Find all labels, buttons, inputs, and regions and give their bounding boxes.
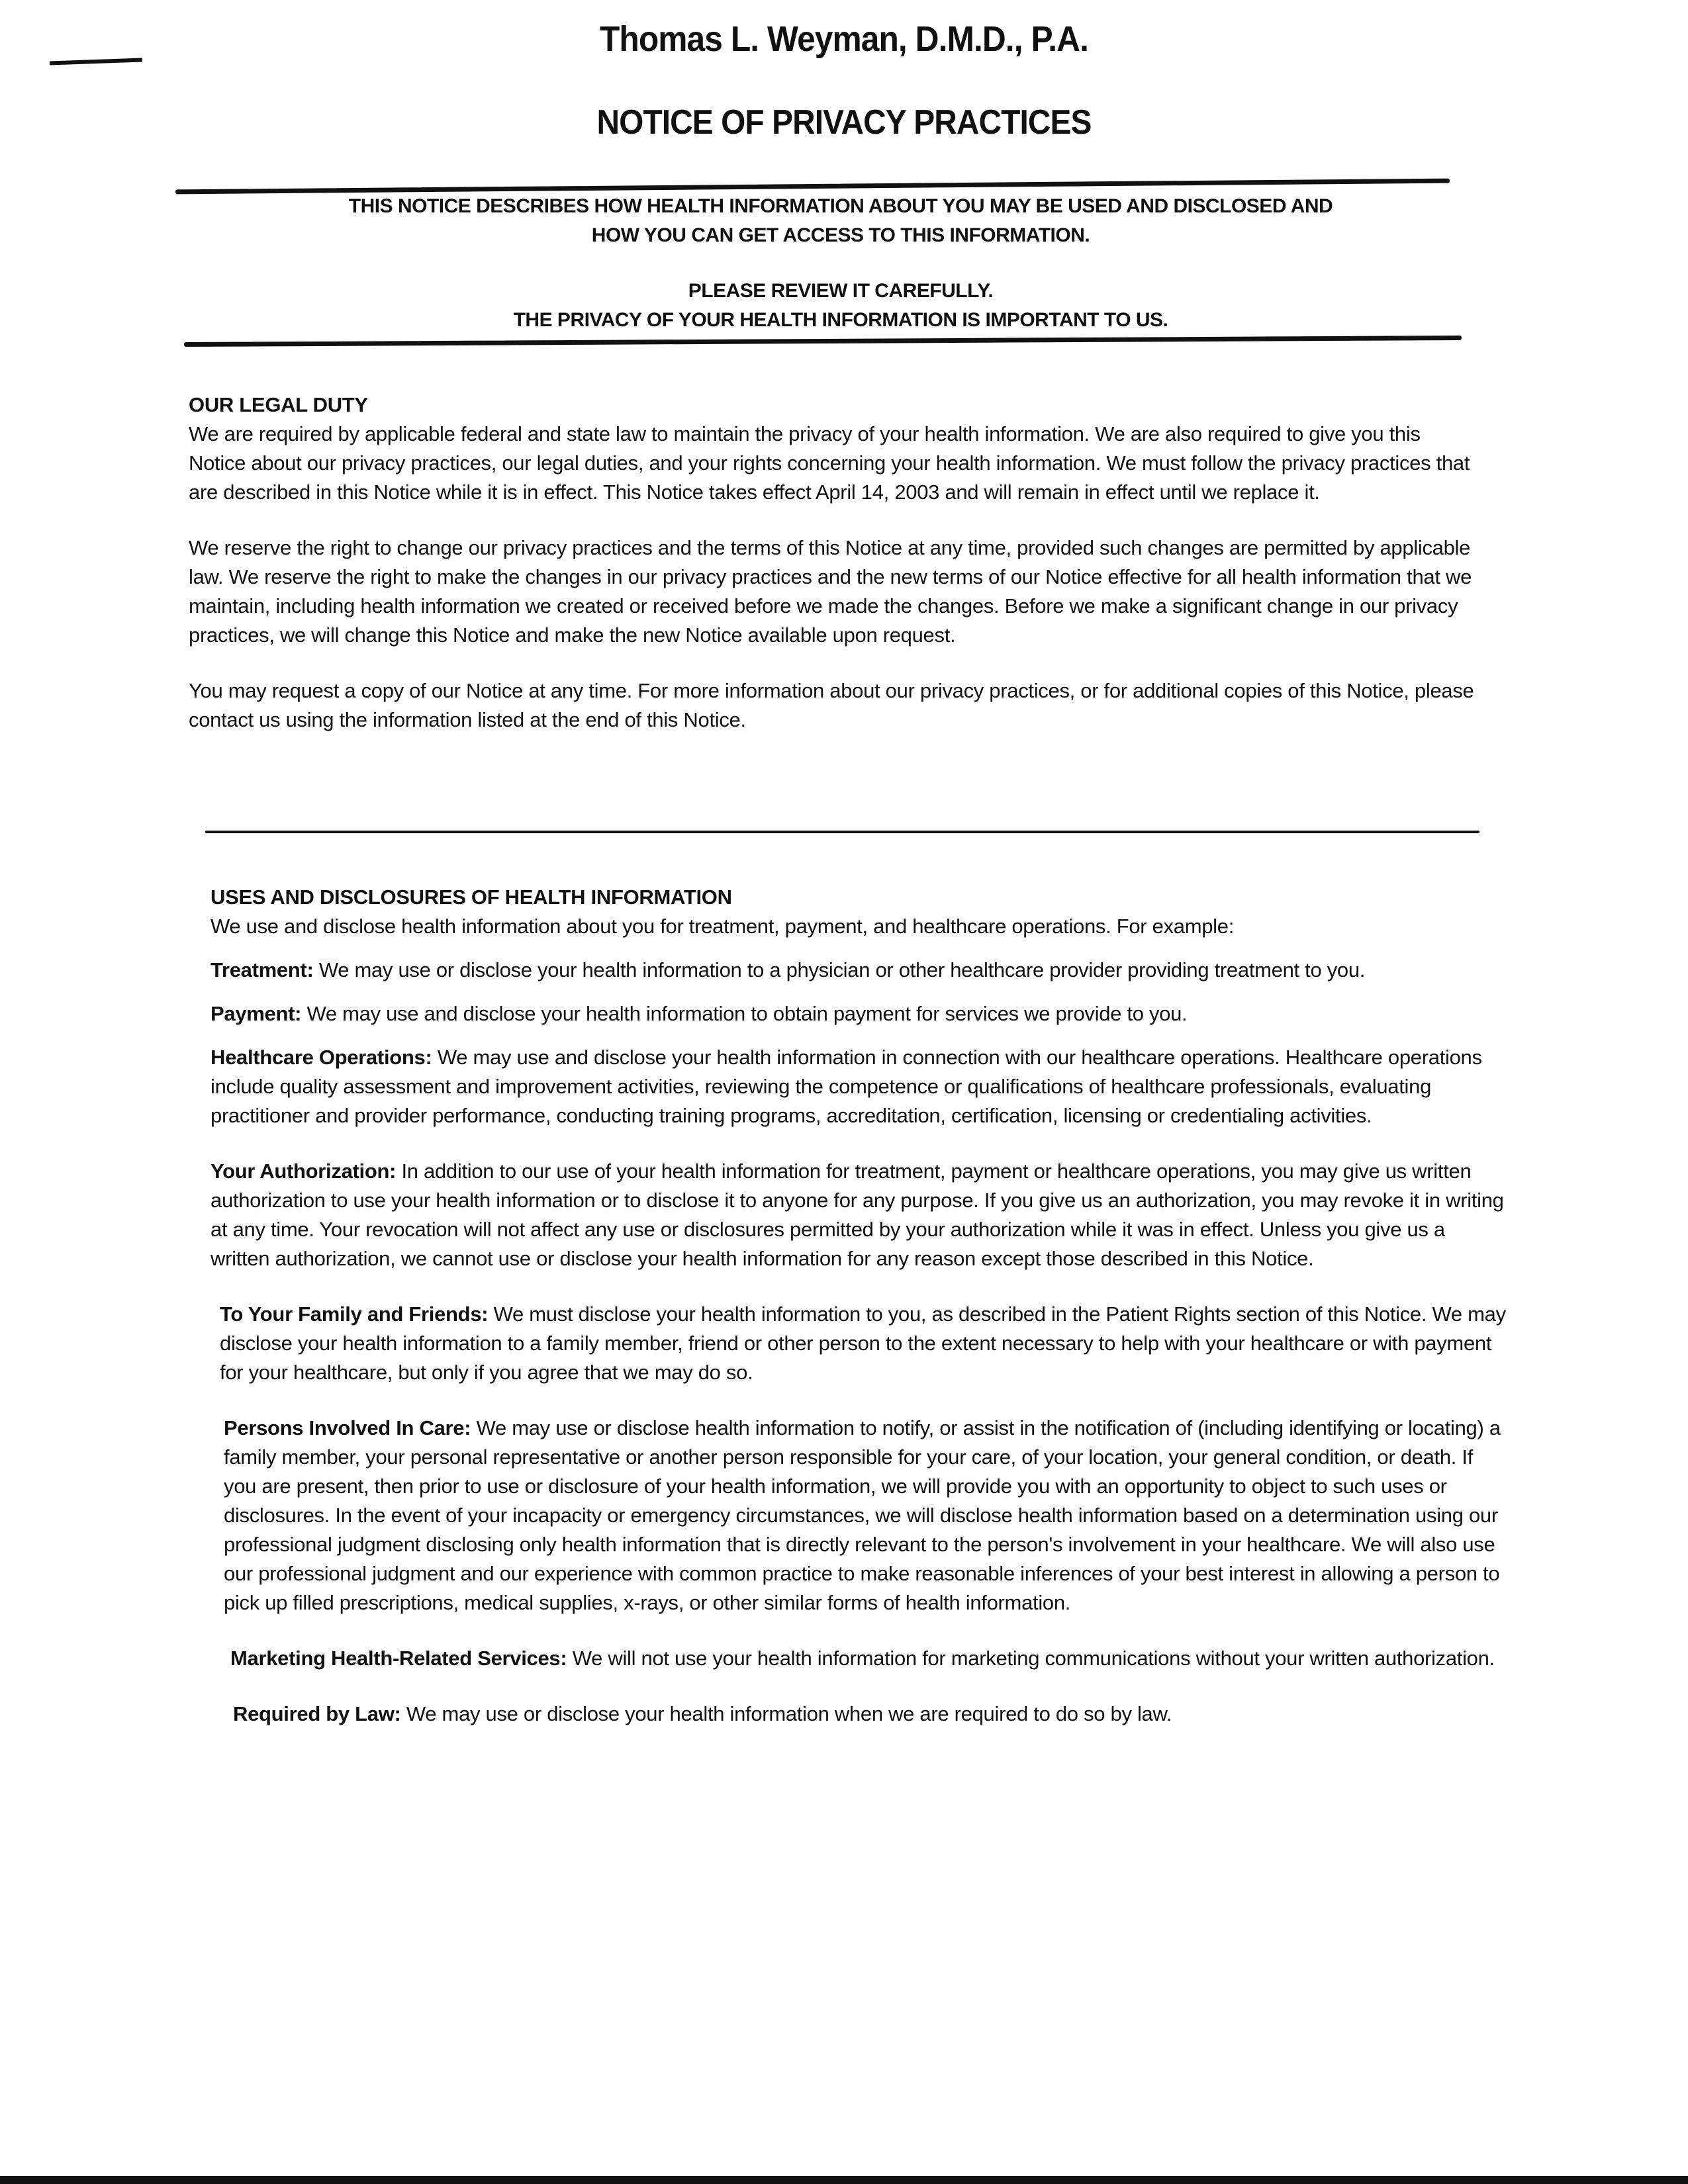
use-item-text: We may use and disclose your health information to obtain payment for services we provide to you. [306, 1002, 1188, 1025]
legal-duty-paragraph: You may request a copy of our Notice at any time. For more information about our privacy practices, or for additional copies of this Notice, please contact us using the information listed at the end of this Notice. [189, 679, 1474, 731]
use-item-label: Your Authorization: [211, 1160, 397, 1183]
divider-middle [205, 831, 1479, 833]
legal-duty-section [189, 390, 1476, 761]
use-item-marketing [211, 1644, 1508, 1673]
document-title: NOTICE OF PRIVACY PRACTICES [596, 103, 1092, 142]
scan-bottom-edge [0, 2176, 1688, 2184]
use-item-label: Marketing Health-Related Services: [230, 1647, 567, 1670]
use-item-label: Required by Law: [233, 1702, 401, 1725]
uses-heading: USES AND DISCLOSURES OF HEALTH INFORMATION [211, 886, 732, 909]
use-item-healthcare-operations [211, 1043, 1508, 1130]
use-item-label: Treatment: [211, 958, 314, 981]
use-item-payment [211, 999, 1508, 1028]
use-item-text: We must disclose your health information to you, as described in the Patient Rights section of this Notice. We may disclose your health information to a family member, friend or other person to the extent necessary to help with your healthcare or with payment for your healthcare, but only if you agree that we may do so. [220, 1302, 1506, 1384]
use-item-text: We may use and disclose your health information in connection with our healthcare operations. Healthcare operations include quality assessment and improvement activities, reviewing the competence or qualifications of healthcare professionals, evaluating practitioner and provider performance, conducting training programs, accreditation, certification, licensing or credentialing activities. [211, 1046, 1482, 1127]
use-item-authorization [211, 1157, 1508, 1273]
divider-banner-bottom [184, 336, 1462, 347]
legal-duty-paragraph: We are required by applicable federal and state law to maintain the privacy of your health information. We are also required to give you this Notice about our privacy practices, our legal duties, and your rights concerning your health information. We must follow the privacy practices that are described in this Notice while it is in effect. This Notice takes effect April 14, 2003 and will remain in effect until we replace it. [189, 422, 1470, 504]
banner-line-1: THIS NOTICE DESCRIBES HOW HEALTH INFORMATION ABOUT YOU MAY BE USED AND DISCLOSED AND [348, 195, 1333, 217]
use-item-label: Persons Involved In Care: [224, 1416, 471, 1439]
use-item-family-friends [211, 1300, 1508, 1387]
banner-line-2: HOW YOU CAN GET ACCESS TO THIS INFORMATION. [591, 224, 1090, 246]
use-item-label: Healthcare Operations: [211, 1046, 432, 1069]
use-item-persons-involved [211, 1414, 1508, 1617]
banner-line-4: THE PRIVACY OF YOUR HEALTH INFORMATION IS IMPORTANT TO US. [513, 309, 1168, 331]
use-item-text: In addition to our use of your health information for treatment, payment or healthcare operations, you may give us written authorization to use your health information or to disclose it to anyone for any purpose. If you give us an authorization, you may revoke it in writing at any time. Your revocation will not affect any use or disclosures permitted by your authorization while it was in effect. Unless you give us a written authorization, we cannot use or disclose your health information for any reason except those described in this Notice. [211, 1160, 1504, 1270]
use-item-text: We may use or disclose health information to notify, or assist in the notification of (including identifying or locating) a family member, your personal representative or another person responsible for your care, of your location, your general condition, or death. If you are present, then prior to use or disclosure of your health information, we will provide you with an opportunity to object to such uses or disclosures. In the event of your incapacity or emergency circumstances, we will disclose health information based on a determination using our professional judgment disclosing only health information that is directly relevant to the person's involvement in your healthcare. We will also use our professional judgment and our experience with common practice to make reasonable inferences of your best interest in allowing a person to pick up filled prescriptions, medical supplies, x-rays, or other similar forms of health information. [224, 1416, 1501, 1614]
use-item-text: We may use or disclose your health information when we are required to do so by law. [406, 1702, 1172, 1725]
use-item-label: Payment: [211, 1002, 302, 1025]
use-item-required-by-law [211, 1700, 1508, 1729]
practice-name: Thomas L. Weyman, D.M.D., P.A. [599, 19, 1089, 59]
legal-duty-paragraph: We reserve the right to change our privacy practices and the terms of this Notice at any time, provided such changes are permitted by applicable law. We reserve the right to make the changes in our privacy practices and the new terms of our Notice effective for all health information that we maintain, including health information we created or received before we made the changes. Before we make a significant change in our privacy practices, we will change this Notice and make the new Notice available upon request. [189, 536, 1472, 647]
uses-section [211, 883, 1508, 1755]
use-item-text: We will not use your health information for marketing communications without your written authorization. [572, 1647, 1495, 1670]
uses-intro: We use and disclose health information about you for treatment, payment, and healthcare operations. For example: [211, 915, 1235, 938]
legal-duty-heading: OUR LEGAL DUTY [189, 393, 368, 416]
use-item-text: We may use or disclose your health information to a physician or other healthcare provider providing treatment to you. [318, 958, 1366, 981]
use-item-treatment [211, 956, 1508, 985]
use-item-label: To Your Family and Friends: [220, 1302, 489, 1326]
banner-line-3: PLEASE REVIEW IT CAREFULLY. [688, 280, 994, 302]
notice-banner [179, 192, 1503, 335]
